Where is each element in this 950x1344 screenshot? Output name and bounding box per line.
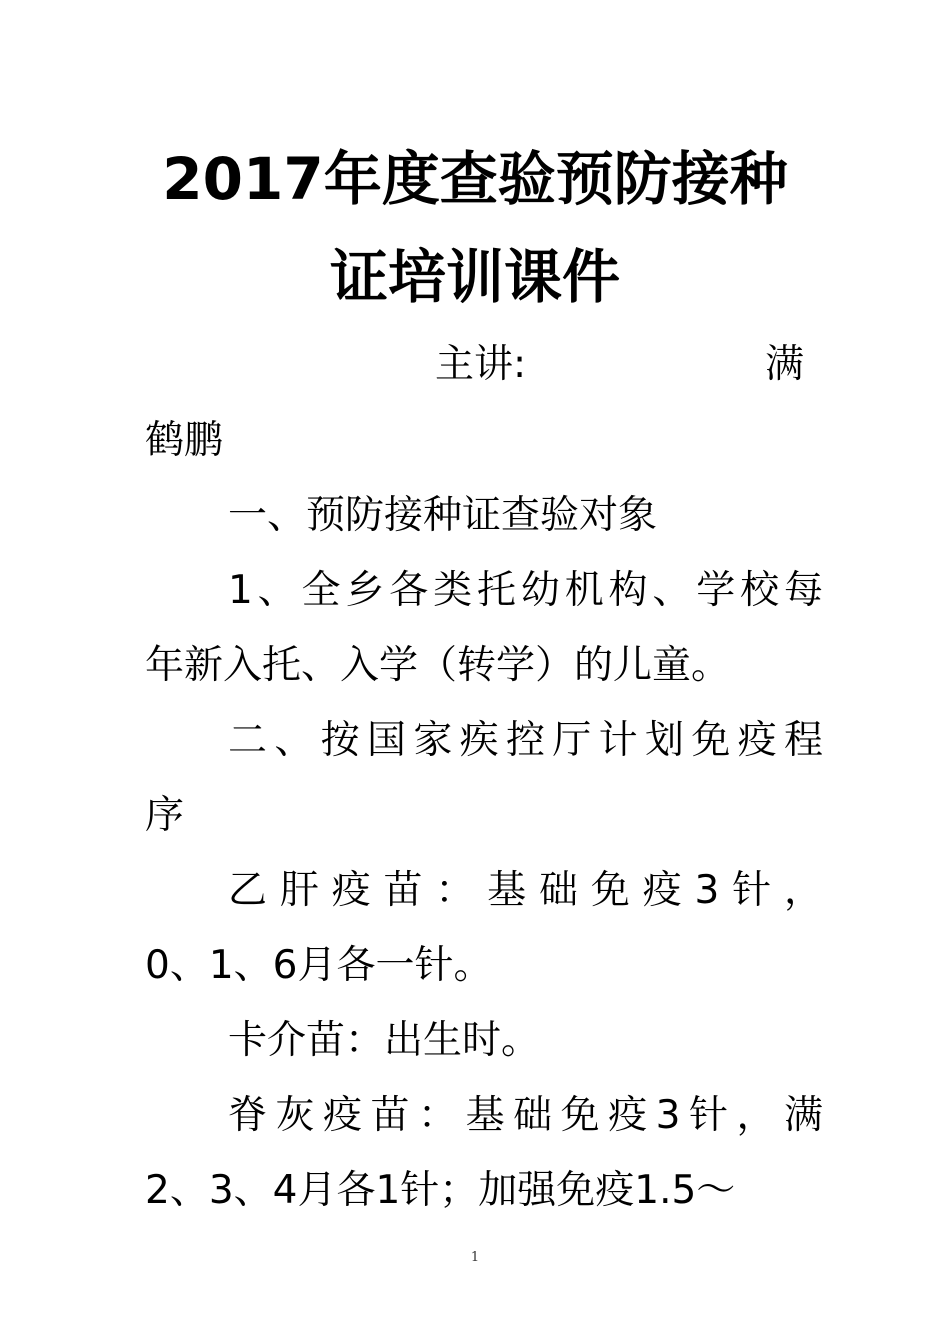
section-heading-2: 二、按国家疾控厅计划免疫程 xyxy=(228,718,823,763)
speaker-name-part-1: 满 xyxy=(765,342,805,387)
document-title-line-2: 证培训课件 xyxy=(329,243,620,311)
vaccine-polio-line: 脊灰疫苗：基础免疫3针，满 xyxy=(228,1093,823,1138)
paragraph-line: 年新入托、入学（转学）的儿童。 xyxy=(145,643,731,688)
paragraph-line: 1、全乡各类托幼机构、学校每 xyxy=(228,568,823,613)
vaccine-bcg-line: 卡介苗：出生时。 xyxy=(228,1018,541,1063)
vaccine-polio-schedule: 2、3、4月各1针；加强免疫1.5～ xyxy=(145,1168,736,1213)
vaccine-hepatitis-b-schedule: 0、1、6月各一针。 xyxy=(145,943,493,988)
speaker-name-part-2: 鹤鹏 xyxy=(145,418,224,463)
vaccine-hepatitis-b-line: 乙肝疫苗：基础免疫3针， xyxy=(228,868,823,913)
section-heading-1: 一、预防接种证查验对象 xyxy=(228,493,658,538)
page-number: 1 xyxy=(470,1250,480,1265)
speaker-label: 主讲: xyxy=(435,342,527,387)
section-heading-2-continued: 序 xyxy=(145,793,185,838)
document-title-line-1: 2017年度查验预防接种 xyxy=(162,145,788,213)
